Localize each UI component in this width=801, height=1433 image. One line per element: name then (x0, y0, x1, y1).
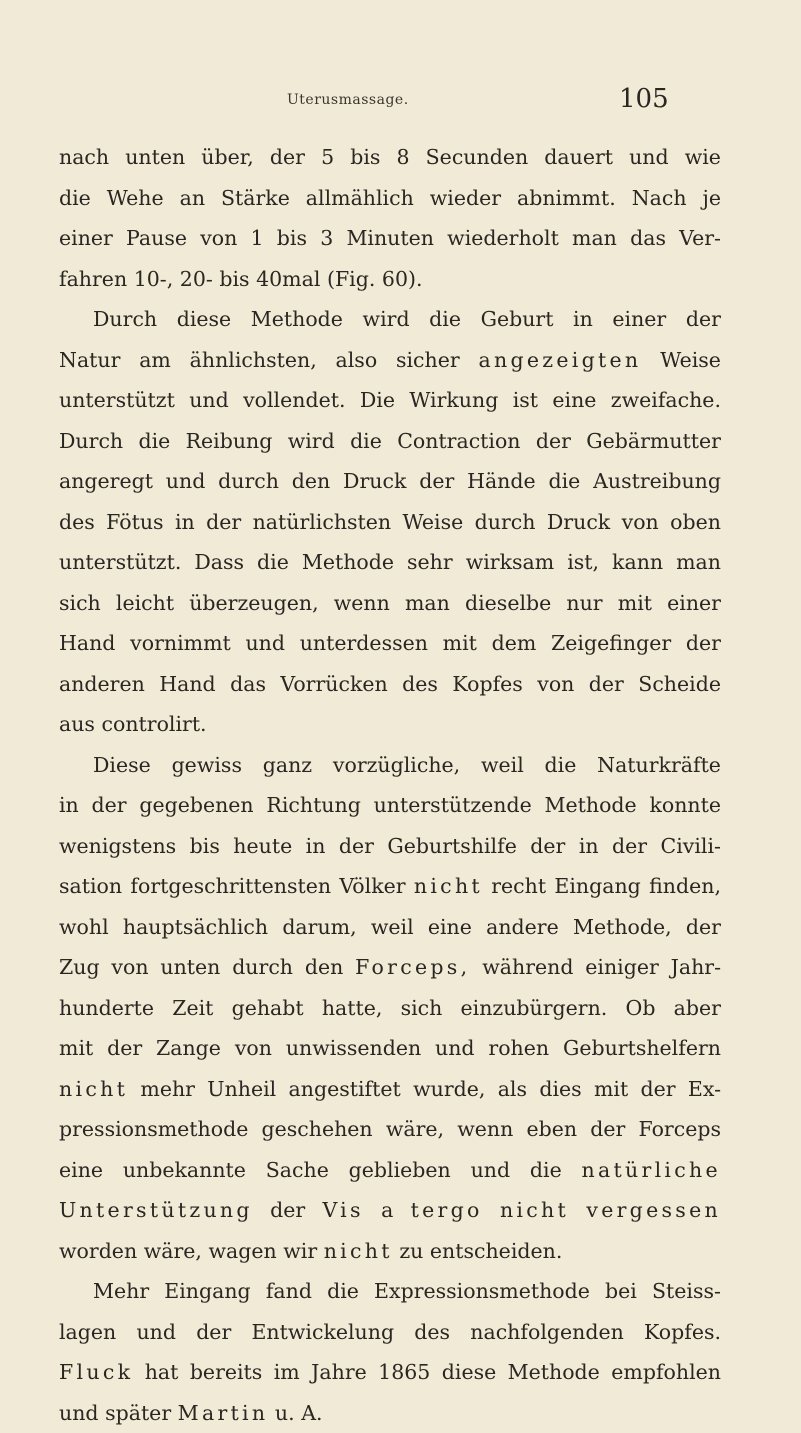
word: nachfolgenden (470, 1312, 624, 1353)
word: Unterstützung (59, 1190, 253, 1231)
word: Ver- (679, 218, 721, 259)
text-line (59, 704, 721, 745)
word: mit (59, 1028, 93, 1069)
word: 10-, (134, 259, 174, 300)
word: fortgeschrittensten (130, 866, 331, 907)
word: controlirt. (102, 704, 207, 745)
word: von (111, 947, 148, 988)
word: und (166, 461, 206, 502)
word: natürliche (582, 1150, 721, 1191)
text-line (59, 340, 721, 381)
word: und (59, 1393, 99, 1433)
word: Steiss- (652, 1271, 721, 1312)
word: Martin (178, 1393, 269, 1433)
word: durch (232, 947, 293, 988)
word: Sache (266, 1150, 329, 1191)
word: der (206, 502, 241, 543)
word: Secunden (426, 137, 529, 178)
word: des (414, 1312, 450, 1353)
word: der (339, 826, 374, 867)
word: überzeugen, (189, 583, 318, 624)
word: Forceps, (355, 947, 470, 988)
word: Zug (59, 947, 100, 988)
word: ähnlichsten, (190, 340, 317, 381)
word: Weise (403, 502, 464, 543)
text-line (59, 583, 721, 624)
word: zweifache. (611, 380, 721, 421)
word: wir (283, 1231, 317, 1272)
word: der (612, 826, 647, 867)
text-line (59, 907, 721, 948)
word: am (139, 340, 171, 381)
word: nicht (59, 1069, 128, 1110)
word: Kopfes. (644, 1312, 721, 1353)
word: oben (670, 502, 721, 543)
word: einiger (585, 947, 659, 988)
word: und (471, 1150, 511, 1191)
word: einer (612, 299, 666, 340)
word: unterdessen (300, 623, 428, 664)
word: durch (218, 461, 279, 502)
word: dies (539, 1069, 581, 1110)
word: Hand (159, 664, 215, 705)
word: unterstützt (59, 380, 175, 421)
word: später (105, 1393, 171, 1433)
word: Durch (93, 299, 157, 340)
word: Dass (194, 542, 244, 583)
text-line (59, 421, 721, 462)
word: einer (667, 583, 721, 624)
word: sehr (407, 542, 453, 583)
text-line (59, 259, 721, 300)
word: und (435, 1028, 475, 1069)
word: wäre, (386, 1109, 444, 1150)
word: dem (492, 623, 537, 664)
word: Methode, (573, 907, 672, 948)
word: Naturkräfte (597, 745, 721, 786)
word: der (536, 421, 571, 462)
word: wäre, (144, 1231, 202, 1272)
word: unten (160, 947, 220, 988)
word: Forceps (638, 1109, 721, 1150)
text-line (59, 623, 721, 664)
text-line (59, 947, 721, 988)
word: mit (618, 583, 652, 624)
word: und (136, 1312, 176, 1353)
word: anderen (59, 664, 145, 705)
word: hauptsächlich (123, 907, 268, 948)
word: des (402, 664, 438, 705)
word: Vis (322, 1190, 363, 1231)
word: Pause (126, 218, 187, 259)
word: Ex- (688, 1069, 721, 1110)
word: wirksam (466, 542, 555, 583)
text-line (59, 1393, 721, 1433)
word: nur (566, 583, 602, 624)
word: leicht (116, 583, 174, 624)
word: des (59, 502, 95, 543)
word: Hand (59, 623, 115, 664)
word: wie (685, 137, 721, 178)
word: weil (371, 907, 414, 948)
word: bei (605, 1271, 637, 1312)
word: gewiss (172, 745, 242, 786)
word: vollendet. (243, 380, 345, 421)
word: nicht (414, 866, 483, 907)
word: einer (59, 218, 113, 259)
word: der (107, 1028, 142, 1069)
word: über, (201, 137, 254, 178)
word: worden (59, 1231, 137, 1272)
word: Geburtshelfern (563, 1028, 721, 1069)
word: pressionsmethode (59, 1109, 248, 1150)
word: in (306, 826, 326, 867)
word: Austreibung (593, 461, 721, 502)
word: von (537, 664, 574, 705)
word: andere (486, 907, 559, 948)
word: a (381, 1190, 393, 1231)
word: wenn (334, 583, 390, 624)
word: tergo (411, 1190, 483, 1231)
text-line (59, 137, 721, 178)
word: Methode (302, 542, 394, 583)
word: der (686, 907, 721, 948)
word: wohl (59, 907, 109, 948)
word: gehabt (232, 988, 304, 1029)
word: gegebenen (139, 785, 253, 826)
word: die (429, 299, 461, 340)
word: dauert (544, 137, 613, 178)
word: u. (275, 1393, 295, 1433)
word: Weise (660, 340, 721, 381)
word: 1865 (378, 1352, 430, 1393)
word: Civili- (661, 826, 721, 867)
word: Methode (251, 299, 343, 340)
word: Scheide (638, 664, 721, 705)
word: Druck (547, 502, 610, 543)
word: zu (399, 1231, 423, 1272)
word: 20- (180, 259, 213, 300)
word: der (641, 1069, 676, 1110)
word: von (200, 218, 237, 259)
word: die (327, 1271, 359, 1312)
word: ist (513, 380, 538, 421)
word: natürlichsten (253, 502, 392, 543)
word: angezeigten (478, 340, 641, 381)
word: Methode (545, 785, 637, 826)
word: Zeigefinger (551, 623, 671, 664)
text-line (59, 299, 721, 340)
word: der (686, 299, 721, 340)
word: mehr (140, 1069, 195, 1110)
text-line (59, 1190, 721, 1231)
text-line (59, 988, 721, 1029)
word: in (59, 785, 79, 826)
word: und (629, 137, 669, 178)
word: Contraction (397, 421, 520, 462)
word: die (138, 421, 170, 462)
word: hatte, (322, 988, 383, 1029)
word: bis (190, 826, 220, 867)
word: Geburt (481, 299, 554, 340)
word: das (630, 218, 666, 259)
word: in (573, 299, 593, 340)
word: wenn (457, 1109, 513, 1150)
word: heute (233, 826, 292, 867)
text-line (59, 218, 721, 259)
word: A. (301, 1393, 322, 1433)
word: der (530, 826, 565, 867)
word: Stärke (221, 178, 290, 219)
word: Gebärmutter (586, 421, 721, 462)
word: hat (145, 1352, 179, 1393)
word: 8 (397, 137, 410, 178)
word: Fluck (59, 1352, 133, 1393)
word: dieselbe (465, 583, 551, 624)
word: Druck (343, 461, 406, 502)
word: während (482, 947, 573, 988)
word: der (419, 461, 454, 502)
word: die (545, 745, 577, 786)
word: abnimmt. (517, 178, 616, 219)
word: wenigstens (59, 826, 176, 867)
word: Eingang (554, 866, 640, 907)
word: Kopfes (452, 664, 522, 705)
word: je (703, 178, 722, 219)
word: 3 (320, 218, 333, 259)
word: als (498, 1069, 527, 1110)
word: im (274, 1352, 300, 1393)
word: die (350, 421, 382, 462)
word: wird (288, 421, 335, 462)
word: Geburtshilfe (387, 826, 516, 867)
word: der (590, 1109, 625, 1150)
word: bis (277, 218, 307, 259)
word: unwissenden (286, 1028, 421, 1069)
word: wird (363, 299, 410, 340)
word: Expressionsmethode (374, 1271, 590, 1312)
word: sicher (396, 340, 460, 381)
word: den (305, 947, 343, 988)
word: wieder (430, 178, 501, 219)
text-line (59, 1069, 721, 1110)
word: bis (219, 259, 249, 300)
word: mit (443, 623, 477, 664)
word: bereits (190, 1352, 263, 1393)
word: Minuten (346, 218, 434, 259)
word: diese (442, 1352, 496, 1393)
word: aus (59, 704, 95, 745)
word: weil (481, 745, 524, 786)
word: Methode (508, 1352, 600, 1393)
word: unterstützt. (59, 542, 181, 583)
word: vergessen (586, 1190, 721, 1231)
word: von (235, 1028, 272, 1069)
word: 40mal (256, 259, 320, 300)
text-line (59, 1352, 721, 1393)
word: (Fig. (327, 259, 375, 300)
text-line (59, 1028, 721, 1069)
word: Zeit (172, 988, 213, 1029)
page-header (0, 84, 801, 124)
word: geblieben (349, 1150, 451, 1191)
word: Wehe (107, 178, 164, 219)
word: die (548, 461, 580, 502)
text-line (59, 785, 721, 826)
word: vornimmt (130, 623, 231, 664)
word: man (676, 542, 721, 583)
word: Unheil (207, 1069, 276, 1110)
word: Hände (467, 461, 536, 502)
word: Richtung (266, 785, 360, 826)
word: entscheiden. (430, 1231, 562, 1272)
word: 1 (251, 218, 264, 259)
word: der (270, 1190, 305, 1231)
word: nach (59, 137, 109, 178)
word: Vorrücken (280, 664, 387, 705)
word: der (92, 785, 127, 826)
word: rohen (488, 1028, 549, 1069)
word: eine (552, 380, 596, 421)
word: Nach (632, 178, 687, 219)
word: Ob (626, 988, 656, 1029)
word: Durch (59, 421, 123, 462)
word: nicht (324, 1231, 393, 1272)
word: die (59, 178, 91, 219)
word: finden, (649, 866, 721, 907)
word: 5 (321, 137, 334, 178)
word: unbekannte (123, 1150, 246, 1191)
word: Reibung (186, 421, 273, 462)
word: angestiftet (289, 1069, 401, 1110)
word: von (622, 502, 659, 543)
text-line (59, 826, 721, 867)
text-line (59, 178, 721, 219)
word: bis (350, 137, 380, 178)
word: der (686, 623, 721, 664)
word: Diese (93, 745, 151, 786)
word: 60). (382, 259, 423, 300)
word: sation (59, 866, 122, 907)
word: Eingang (164, 1271, 250, 1312)
word: eben (526, 1109, 577, 1150)
word: den (292, 461, 330, 502)
word: hunderte (59, 988, 154, 1029)
text-line (59, 1231, 721, 1272)
word: also (336, 340, 378, 381)
word: wurde, (413, 1069, 485, 1110)
word: mit (594, 1069, 628, 1110)
text-line (59, 461, 721, 502)
text-line (59, 502, 721, 543)
body-text (59, 137, 721, 1433)
word: nicht (500, 1190, 569, 1231)
word: aber (674, 988, 721, 1029)
word: Entwickelung (251, 1312, 394, 1353)
word: geschehen (262, 1109, 373, 1150)
word: und (245, 623, 285, 664)
word: in (175, 502, 195, 543)
page-number: 105 (619, 84, 669, 114)
word: angeregt (59, 461, 153, 502)
word: unterstützende (374, 785, 532, 826)
text-line (59, 866, 721, 907)
word: recht (491, 866, 546, 907)
word: Fötus (106, 502, 163, 543)
word: fahren (59, 259, 127, 300)
word: der (270, 137, 305, 178)
word: Natur (59, 340, 120, 381)
word: allmählich (306, 178, 414, 219)
word: fand (266, 1271, 312, 1312)
text-line (59, 664, 721, 705)
word: wagen (208, 1231, 276, 1272)
word: sich (59, 583, 101, 624)
word: darum, (282, 907, 356, 948)
word: Zange (156, 1028, 221, 1069)
word: ist, (567, 542, 599, 583)
word: kann (612, 542, 663, 583)
word: wiederholt (447, 218, 559, 259)
running-head: Uterusmassage. (287, 92, 409, 108)
word: sich (401, 988, 443, 1029)
word: ganz (263, 745, 312, 786)
word: der (589, 664, 624, 705)
word: und (189, 380, 229, 421)
word: unten (125, 137, 185, 178)
text-line (59, 1109, 721, 1150)
text-line (59, 542, 721, 583)
word: die (257, 542, 289, 583)
word: vorzügliche, (333, 745, 460, 786)
word: eine (428, 907, 472, 948)
word: Wirkung (409, 380, 498, 421)
word: diese (177, 299, 231, 340)
word: an (180, 178, 205, 219)
word: in (579, 826, 599, 867)
word: Die (360, 380, 395, 421)
word: einzubürgern. (461, 988, 608, 1029)
word: die (530, 1150, 562, 1191)
word: lagen (59, 1312, 116, 1353)
word: Völker (339, 866, 405, 907)
word: durch (475, 502, 536, 543)
word: Jahre (311, 1352, 367, 1393)
word: eine (59, 1150, 103, 1191)
text-line (59, 745, 721, 786)
word: man (405, 583, 450, 624)
word: der (196, 1312, 231, 1353)
word: man (572, 218, 617, 259)
text-line (59, 380, 721, 421)
word: Jahr- (671, 947, 721, 988)
text-line (59, 1150, 721, 1191)
word: das (230, 664, 266, 705)
text-line (59, 1271, 721, 1312)
word: konnte (649, 785, 721, 826)
word: empfohlen (611, 1352, 721, 1393)
word: Mehr (93, 1271, 149, 1312)
